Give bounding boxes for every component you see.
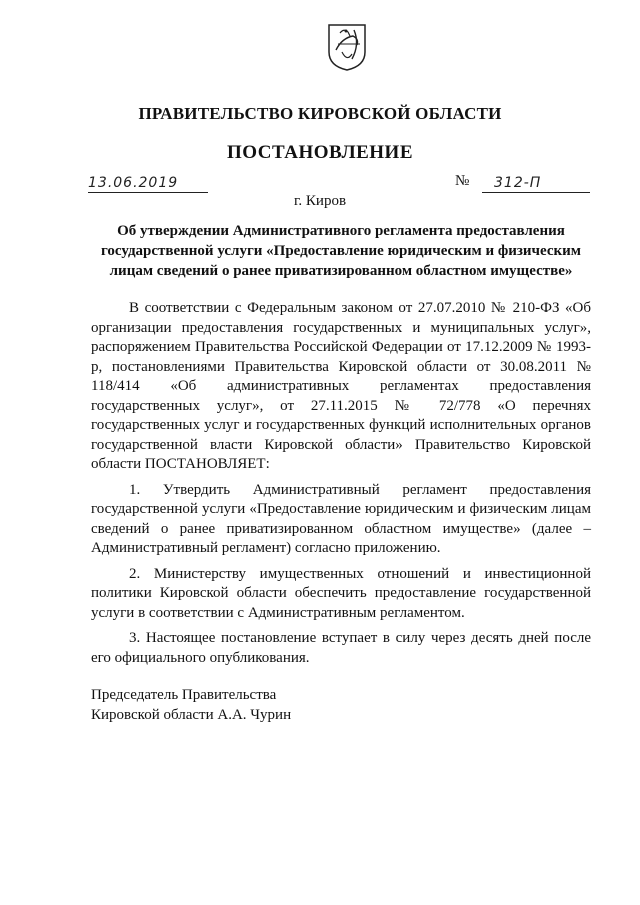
signatory-name: Кировской области А.А. Чурин xyxy=(91,707,292,723)
document-title: Об утверждении Административного регламента предоставления государственной услуги «Предоставление юридическим и физическим лицам сведений о ранее приватизированном областном имуществе» xyxy=(100,223,582,279)
signature-block xyxy=(91,685,391,725)
clause-3: 3. Настоящее постановление вступает в силу через десять дней после его официального опубликования. xyxy=(91,630,591,666)
clause-1: 1. Утвердить Административный регламент предоставления государственной услуги «Предоставление юридическим и физическим лицам сведений о ранее приватизированном областном имуществе» (далее – Административный регламент) согласно приложению. xyxy=(91,481,591,556)
number-label: № xyxy=(455,173,470,189)
clause-2: 2. Министерству имущественных отношений и инвестиционной политики Кировской области обеспечить предоставление государственной услуги в соответствии с Административным регламентом. xyxy=(91,565,591,621)
organization-title: ПРАВИТЕЛЬСТВО КИРОВСКОЙ ОБЛАСТИ xyxy=(138,104,502,123)
document-number: 312-П xyxy=(494,175,542,191)
signatory-position: Председатель Правительства xyxy=(91,687,277,703)
document-body xyxy=(91,299,591,674)
preamble-paragraph: В соответствии с Федеральным законом от 27.07.2010 № 210-ФЗ «Об организации предоставления государственных и муниципальных услуг», распоряжением Правительства Российской Федерации от 17.12.2009 № 1993-р, постановлениями Правительства Кировской области от 30.08.2011 № 118/414 «Об административных регламентах предоставления государственных услуг», от 27.11.2015 № 72/778 «О перечнях государственных услуг и государственных функций исполнительных органов государственной власти Кировской области» Правительство Кировской области ПОСТАНОВЛЯЕТ: xyxy=(91,300,591,472)
document-date-field xyxy=(88,172,208,193)
kirov-coat-of-arms-icon xyxy=(326,22,368,72)
document-type: ПОСТАНОВЛЕНИЕ xyxy=(226,142,414,163)
city: г. Киров xyxy=(293,193,347,209)
document-date: 13.06.2019 xyxy=(88,175,179,191)
document-number-field xyxy=(482,172,590,193)
